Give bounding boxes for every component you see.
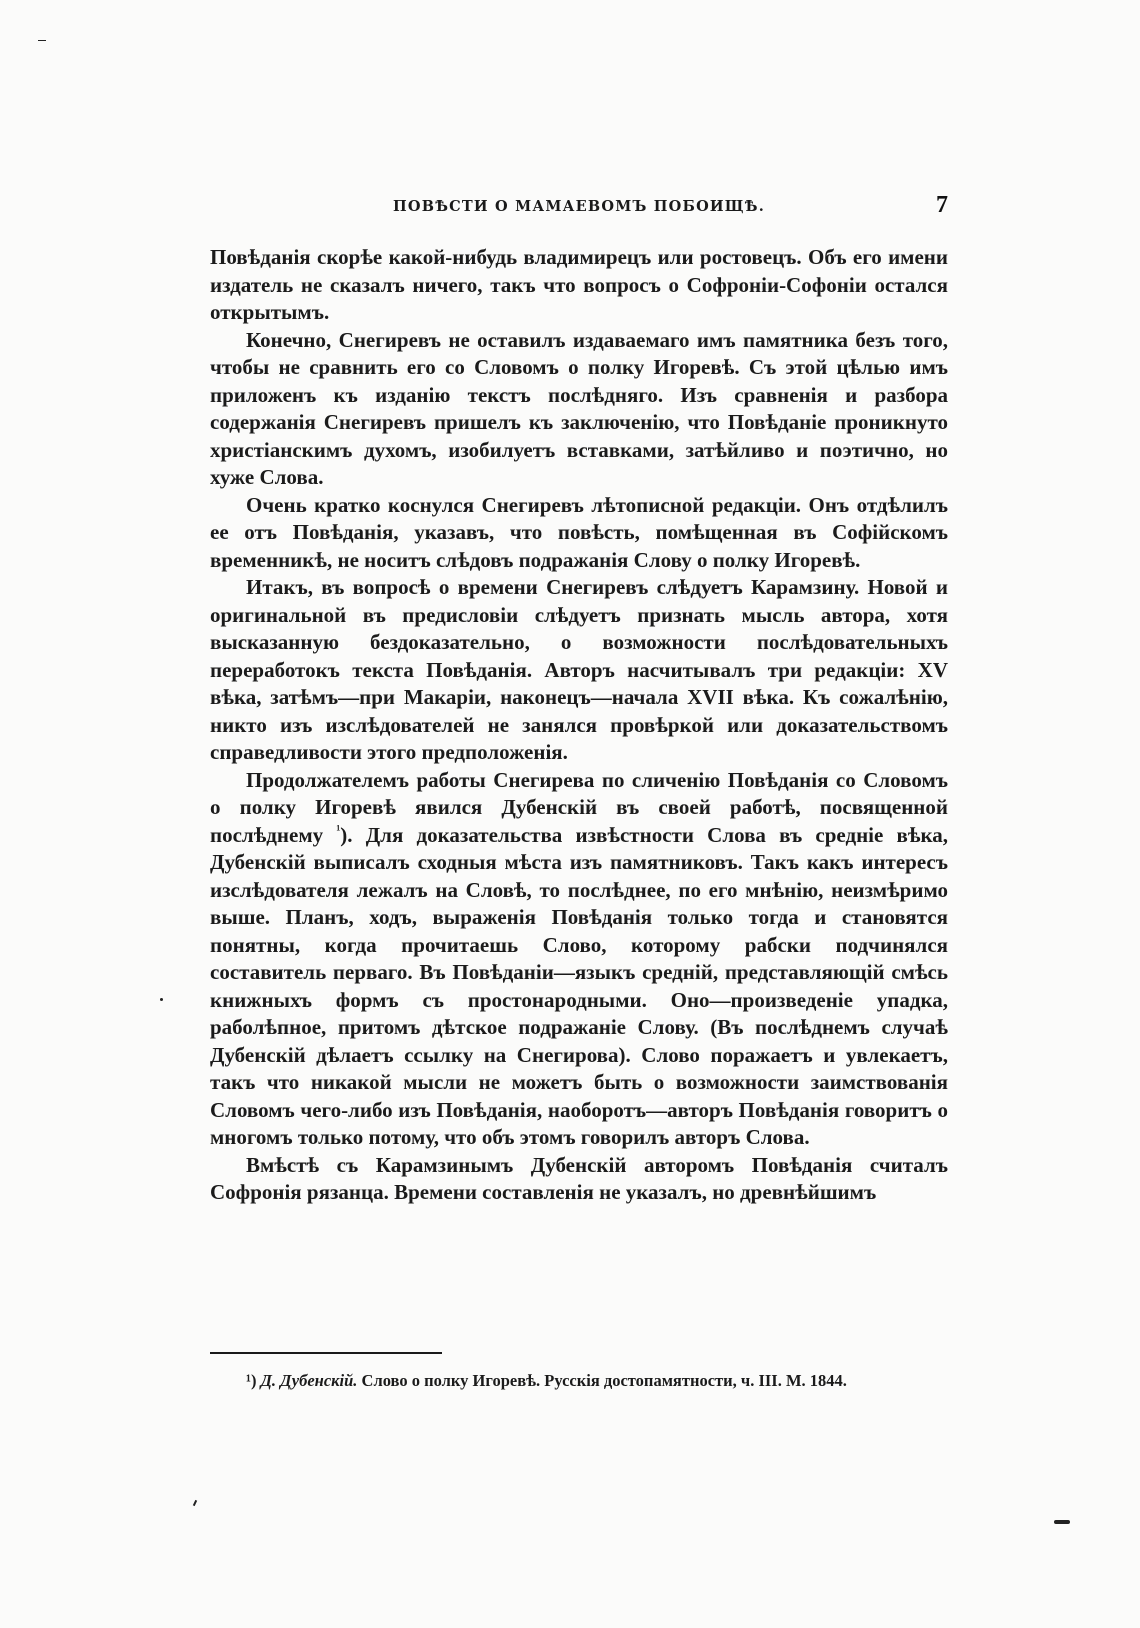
body-text (210, 244, 948, 1207)
paragraph-1: Повѣданія скорѣе какой-нибудь владимирецъ или ростовецъ. Объ его имени издатель не сказалъ ничего, такъ что вопросъ о Софроніи-Софоніи остался открытымъ. (210, 245, 948, 324)
page-number: 7 (936, 192, 948, 218)
scan-speck (193, 1500, 197, 1506)
footnote (246, 1370, 948, 1392)
paragraph-5-rest: ). Для доказательства извѣстности Слова въ средніе вѣка, Дубенскій выписалъ сходныя мѣста изъ памятниковъ. Такъ какъ интересъ изслѣдователя лежалъ на Словѣ, то послѣднее, по его мнѣнію, неизмѣримо выше. Планъ, ходъ, выраженія Повѣданія только тогда и становятся понятны, когда прочитаешь Слово, которому рабски подчинялся составитель перваго. Въ Повѣданіи—языкъ средній, представляющій смѣсь книжныхъ формъ съ простонародными. Оно—произведеніе упадка, раболѣпное, притомъ дѣтское подражаніе Слову. (Въ послѣднемъ случаѣ Дубенскій дѣлаетъ ссылку на Снегирова). Слово поражаетъ и увлекаетъ, такъ что никакой мысли не можетъ быть о возможности заимствованія Словомъ чего-либо изъ Повѣданія, наоборотъ—авторъ Повѣданія говоритъ о многомъ только потому, что объ этомъ говорилъ авторъ Слова. (210, 822, 948, 1149)
paragraph-5-lead: Продолжателемъ работы Снегирева по сличенію Повѣданія со Словомъ о полку Игоревѣ явился Дубенскій въ своей работѣ, посвященной послѣднему (210, 767, 948, 847)
paragraph-4: Итакъ, въ вопросѣ о времени Снегиревъ слѣдуетъ Карамзину. Новой и оригинальной въ предисловіи слѣдуетъ признать мысль автора, хотя высказанную бездоказательно, о возможности послѣдовательныхъ переработокъ текста Повѣданія. Авторъ насчитывалъ три редакціи: XV вѣка, затѣмъ—при Макаріи, наконецъ—начала XVII вѣка. Къ сожалѣнію, никто изъ изслѣдователей не занялся провѣркой или доказательствомъ справедливости этого предположенія. (210, 575, 948, 764)
footnote-author: Д. Дубенскій. (260, 1371, 358, 1390)
footnote-reference: ¹ (336, 821, 341, 837)
paragraph-3: Очень кратко коснулся Снегиревъ лѣтописной редакціи. Онъ отдѣлилъ ее отъ Повѣданія, указавъ, что повѣсть, помѣщенная въ Софійскомъ временникѣ, не носитъ слѣдовъ подражанія Слову о полку Игоревѣ. (210, 492, 948, 572)
scan-speck (1054, 1520, 1070, 1524)
footnote-divider (210, 1352, 442, 1354)
footnote-marker: ¹) (246, 1371, 257, 1390)
footnote-text: Слово о полку Игоревѣ. Русскія достопамятности, ч. III. М. 1844. (361, 1371, 847, 1390)
scan-speck (160, 998, 163, 1001)
paragraph-6: Вмѣстѣ съ Карамзинымъ Дубенскій авторомъ Повѣданія считалъ Софронія рязанца. Времени составленія не указалъ, но древнѣйшимъ (210, 1152, 948, 1204)
paragraph-2: Конечно, Снегиревъ не оставилъ издаваемаго имъ памятника безъ того, чтобы не сравнить его со Словомъ о полку Игоревѣ. Съ этой цѣлью имъ приложенъ къ изданію текстъ послѣдняго. Изъ сравненія и разбора содержанія Снегиревъ пришелъ къ заключенію, что Повѣданіе проникнуто христіанскимъ духомъ, изобилуетъ вставками, затѣйливо и поэтично, но хуже Слова. (210, 327, 948, 489)
paragraph-5 (210, 767, 948, 1152)
page-header (210, 192, 948, 228)
scan-speck (38, 40, 46, 41)
running-title: ПОВѢСТИ О МАМАЕВОМЪ ПОБОИЩѢ. (393, 198, 765, 215)
